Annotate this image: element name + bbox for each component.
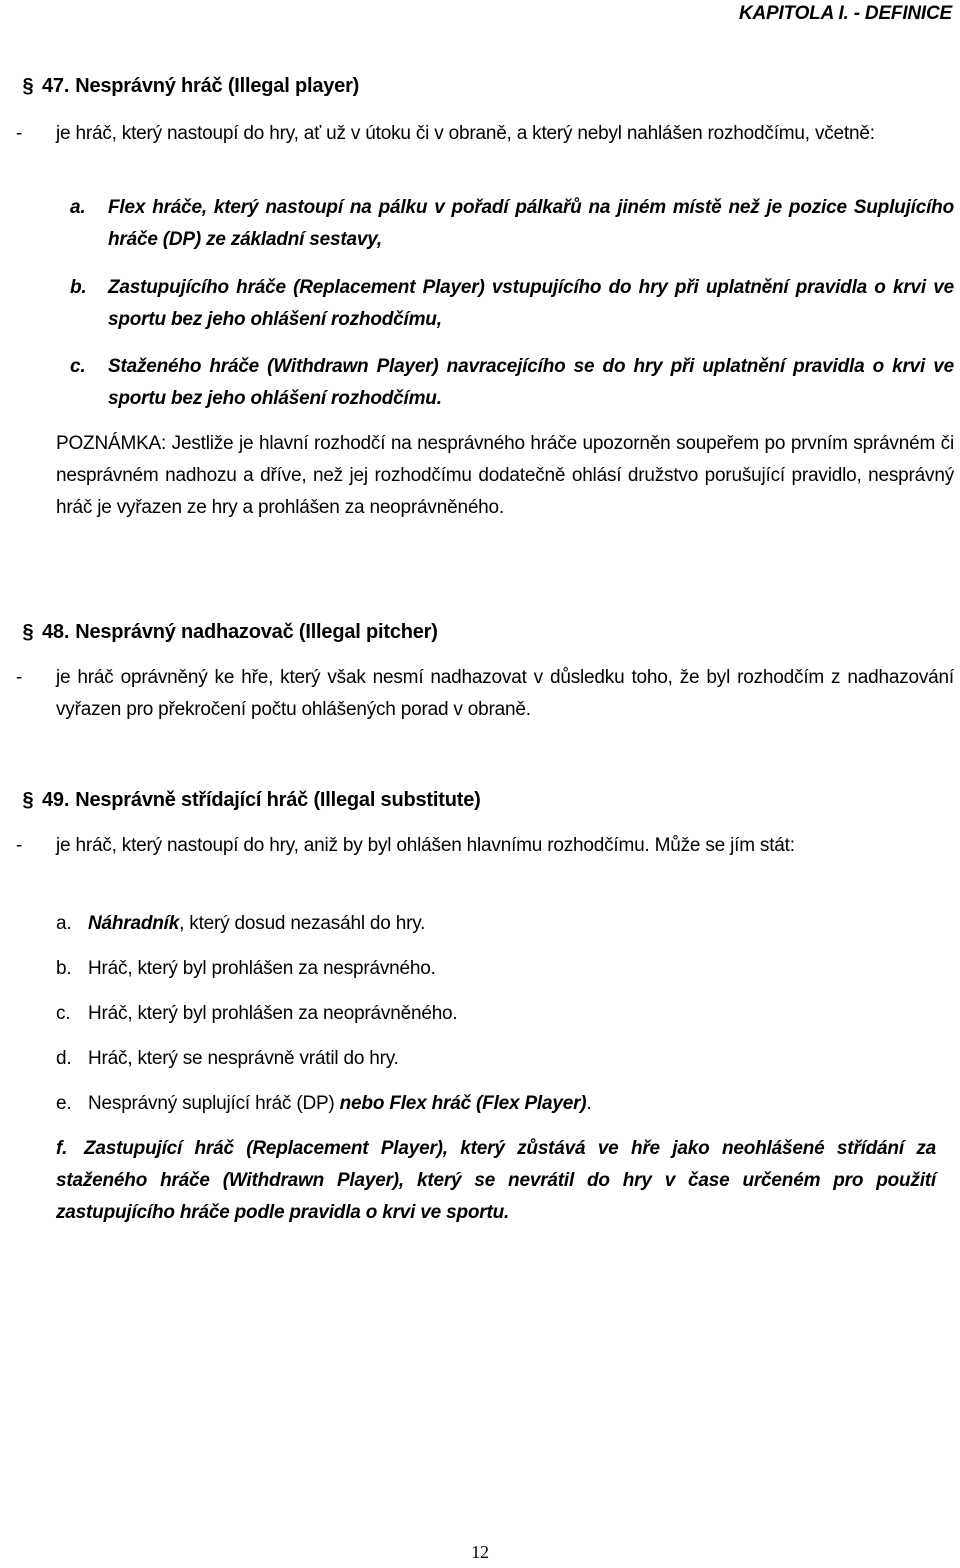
section-49-item-d bbox=[56, 1043, 399, 1075]
page-number: 12 bbox=[471, 1542, 489, 1562]
section-47-item-c bbox=[70, 351, 954, 415]
item-label: e. bbox=[56, 1093, 72, 1114]
item-label: a. bbox=[56, 913, 72, 934]
item-text: Hráč, který byl prohlášen za neoprávněného. bbox=[88, 1003, 458, 1024]
item-label: c. bbox=[56, 1003, 71, 1024]
item-emphasis: nebo Flex hráč (Flex Player) bbox=[339, 1093, 587, 1114]
section-47-number: 47. bbox=[42, 75, 70, 97]
section-49-heading bbox=[18, 784, 481, 816]
section-49-title: Nesprávně střídající hráč (Illegal substitute) bbox=[75, 789, 481, 811]
section-47-item-a bbox=[70, 192, 954, 256]
section-48-title: Nesprávný nadhazovač (Illegal pitcher) bbox=[75, 621, 438, 643]
item-end: . bbox=[586, 1093, 592, 1114]
section-49-item-e bbox=[56, 1088, 592, 1120]
section-mark-icon: § bbox=[22, 621, 34, 643]
item-text: Staženého hráče (Withdrawn Player) navracejícího se do hry při uplatnění pravidla o krvi ve sportu bez jeho ohlášení rozhodčímu. bbox=[108, 356, 954, 409]
section-48-intro: je hráč oprávněný ke hře, který však nesmí nadhazovat v důsledku toho, že byl rozhodčím z nadhazování vyřazen pro překročení počtu ohlášených porad v obraně. bbox=[56, 667, 954, 720]
section-49-item-c bbox=[56, 998, 458, 1030]
item-label: f. bbox=[56, 1138, 68, 1159]
section-47-intro: je hráč, který nastoupí do hry, ať už v útoku či v obraně, a který nebyl nahlášen rozhodčímu, včetně: bbox=[56, 123, 875, 144]
section-49-item-f bbox=[56, 1133, 936, 1229]
note-text: POZNÁMKA: Jestliže je hlavní rozhodčí na nesprávného hráče upozorněn soupeřem po prvním správném či nesprávném nadhozu a dříve, než jej rozhodčímu dodatečně ohlásí družstvo porušující pravidlo, nesprávný hráč je vyřazen ze hry a prohlášen za neoprávněného. bbox=[56, 433, 954, 518]
dash-bullet: - bbox=[16, 835, 23, 856]
dash-bullet: - bbox=[16, 667, 23, 688]
section-49-intro-block bbox=[16, 830, 954, 862]
item-text: Zastupujícího hráče (Replacement Player) vstupujícího do hry při uplatnění pravidla o krvi ve sportu bez jeho ohlášení rozhodčímu, bbox=[108, 277, 954, 330]
item-text: Nesprávný suplující hráč (DP) bbox=[88, 1093, 335, 1114]
item-emphasis: Náhradník bbox=[88, 913, 180, 934]
item-label: a. bbox=[70, 197, 86, 218]
section-48-heading bbox=[18, 616, 438, 648]
item-label: c. bbox=[70, 356, 86, 377]
item-text: Hráč, který se nesprávně vrátil do hry. bbox=[88, 1048, 399, 1069]
section-49-intro: je hráč, který nastoupí do hry, aniž by byl ohlášen hlavnímu rozhodčímu. Může se jím stát: bbox=[56, 835, 795, 856]
item-text: Hráč, který byl prohlášen za nesprávného. bbox=[88, 958, 436, 979]
section-48-number: 48. bbox=[42, 621, 70, 643]
section-47-note bbox=[56, 428, 954, 524]
section-49-item-b bbox=[56, 953, 436, 985]
item-text: Zastupující hráč (Replacement Player), který zůstává ve hře jako neohlášené střídání za staženého hráče (Withdrawn Player), který se nevrátil do hry v čase určeném pro použití zastupujícího hráče podle pravidla o krvi ve sportu. bbox=[56, 1138, 936, 1223]
chapter-header: KAPITOLA I. - DEFINICE bbox=[738, 3, 952, 24]
section-mark-icon: § bbox=[22, 789, 34, 811]
section-47-item-b bbox=[70, 272, 954, 336]
section-47-heading bbox=[18, 70, 359, 102]
item-label: d. bbox=[56, 1048, 72, 1069]
dash-bullet: - bbox=[16, 123, 23, 144]
section-mark-icon: § bbox=[22, 75, 34, 97]
section-47-intro-block bbox=[16, 118, 954, 150]
item-text: , který dosud nezasáhl do hry. bbox=[179, 913, 426, 934]
section-49-number: 49. bbox=[42, 789, 70, 811]
section-49-item-a bbox=[56, 908, 425, 940]
item-label: b. bbox=[70, 277, 87, 298]
section-47-title: Nesprávný hráč (Illegal player) bbox=[75, 75, 360, 97]
item-label: b. bbox=[56, 958, 72, 979]
item-text: Flex hráče, který nastoupí na pálku v pořadí pálkařů na jiném místě než je pozice Suplujícího hráče (DP) ze základní sestavy, bbox=[108, 197, 954, 250]
section-48-intro-block bbox=[16, 662, 954, 726]
